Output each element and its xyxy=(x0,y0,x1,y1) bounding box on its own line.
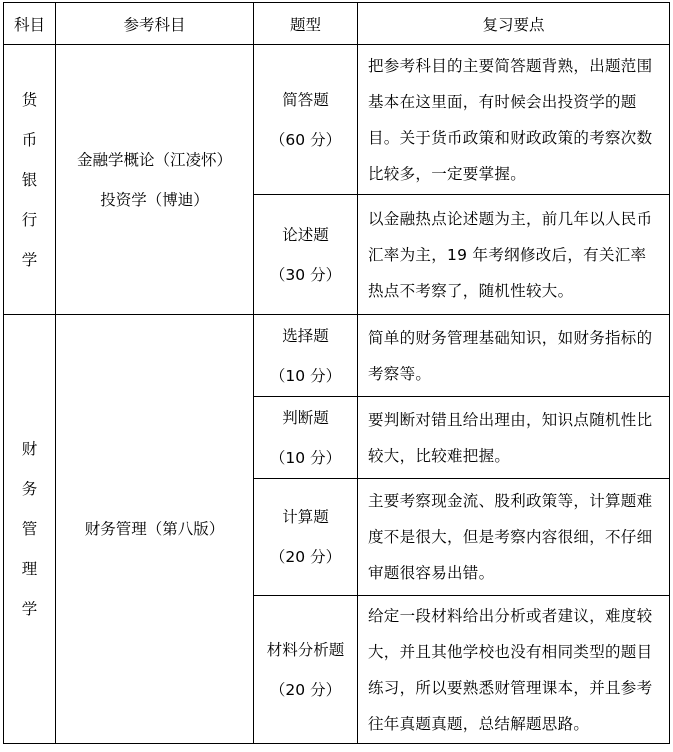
question-type: 材料分析题 xyxy=(266,640,345,659)
review-points: 简单的财务管理基础知识，如财务指标的考察等。 xyxy=(358,315,670,397)
reference-cell xyxy=(56,45,254,315)
question-type-cell xyxy=(254,479,358,596)
question-type: 判断题 xyxy=(282,408,329,427)
question-type-cell xyxy=(254,315,358,397)
header-reference: 参考科目 xyxy=(56,3,254,45)
question-type: 论述题 xyxy=(282,225,329,244)
header-row xyxy=(4,3,670,45)
question-score: （20 分） xyxy=(269,680,342,699)
review-points: 要判断对错且给出理由，知识点随机性比较大，比较难把握。 xyxy=(358,397,670,479)
question-type-cell xyxy=(254,195,358,315)
subject-char: 财 xyxy=(21,440,38,458)
subject-cell xyxy=(4,45,56,315)
subject-name xyxy=(4,429,55,629)
subject-char: 管 xyxy=(21,520,38,538)
question-score: （20 分） xyxy=(269,548,342,566)
question-score: （10 分） xyxy=(269,366,342,385)
header-subject: 科目 xyxy=(4,3,56,45)
reference-book: 金融学概论（江凌怀） xyxy=(76,150,232,169)
question-type: 计算题 xyxy=(282,508,329,526)
question-score: （30 分） xyxy=(269,265,342,284)
question-type-cell xyxy=(254,397,358,479)
table-row xyxy=(4,315,670,397)
question-type-cell xyxy=(254,45,358,195)
reference-cell xyxy=(56,315,254,744)
question-type: 简答题 xyxy=(282,90,329,109)
header-question-type: 题型 xyxy=(254,3,358,45)
question-type: 选择题 xyxy=(282,326,329,345)
subject-char: 务 xyxy=(21,480,38,498)
review-points: 给定一段材料给出分析或者建议，难度较大，并且其他学校也没有相同类型的题目练习，所以要熟悉财管理课本，并且参考往年真题真题，总结解题思路。 xyxy=(358,596,670,744)
subject-char: 学 xyxy=(21,600,38,618)
question-score: （60 分） xyxy=(269,130,342,149)
subject-cell xyxy=(4,315,56,744)
subject-char: 行 xyxy=(21,210,38,229)
question-type-cell xyxy=(254,596,358,744)
subject-char: 币 xyxy=(21,130,38,149)
reference-book: 投资学（博迪） xyxy=(100,190,209,209)
question-score: （10 分） xyxy=(269,448,342,467)
subject-char: 银 xyxy=(21,170,38,189)
subject-char: 货 xyxy=(21,90,38,109)
review-points: 主要考察现金流、股利政策等，计算题难度不是很大，但是考察内容很细，不仔细审题很容易出错。 xyxy=(358,479,670,596)
subject-char: 理 xyxy=(21,560,38,578)
subject-char: 学 xyxy=(21,250,38,269)
header-review-points: 复习要点 xyxy=(358,3,670,45)
review-table xyxy=(3,2,670,744)
review-points: 以金融热点论述题为主，前几年以人民币汇率为主，19 年考纲修改后，有关汇率热点不考察了，随机性较大。 xyxy=(358,195,670,315)
review-points: 把参考科目的主要简答题背熟，出题范围基本在这里面，有时候会出投资学的题目。关于货币政策和财政政策的考察次数比较多，一定要掌握。 xyxy=(358,45,670,195)
table-row xyxy=(4,45,670,195)
reference-book: 财务管理（第八版） xyxy=(84,520,225,538)
subject-name xyxy=(4,80,55,280)
